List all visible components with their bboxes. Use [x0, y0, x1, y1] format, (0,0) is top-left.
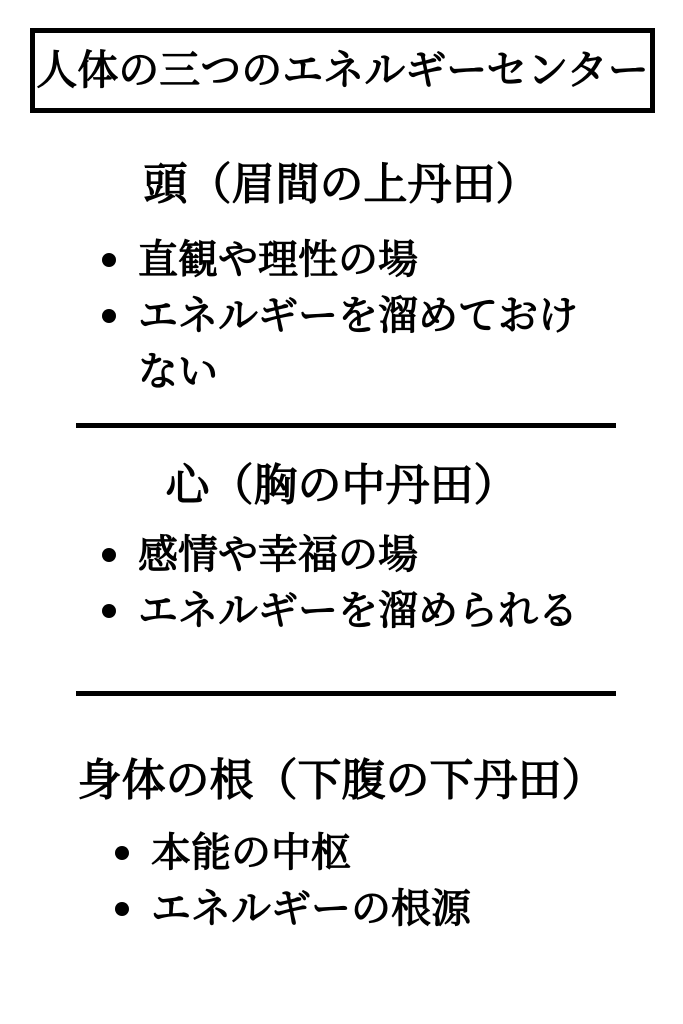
bullet-text: エネルギーを溜められる — [138, 589, 578, 633]
section-divider — [76, 691, 616, 696]
list-item — [100, 288, 612, 400]
bullet-icon — [100, 288, 138, 400]
list-item — [113, 881, 625, 937]
bullet-icon — [100, 527, 138, 583]
bullet-text: 本能の中枢 — [151, 831, 351, 875]
section-heading-heart: 心（胸の中丹田） — [165, 461, 518, 510]
bullet-icon — [113, 881, 151, 937]
bullet-list-heart — [100, 527, 612, 639]
bullet-list-body-root — [113, 825, 625, 937]
bullet-text: 直観や理性の場 — [138, 238, 418, 282]
title-box — [30, 28, 655, 113]
list-item — [113, 825, 625, 881]
bullet-text: 感情や幸福の場 — [138, 533, 418, 577]
list-item — [100, 583, 612, 639]
list-item — [100, 232, 612, 288]
section-heading-body-root: 身体の根（下腹の下丹田） — [77, 756, 606, 805]
section-divider — [76, 423, 616, 428]
section-heading-head: 頭（眉間の上丹田） — [143, 160, 540, 209]
bullet-list-head — [100, 232, 612, 400]
list-item — [100, 527, 612, 583]
bullet-text: エネルギーの根源 — [151, 887, 471, 931]
slide-title: 人体の三つのエネルギーセンター — [36, 47, 649, 93]
bullet-text: エネルギーを溜めておけない — [138, 294, 578, 394]
bullet-icon — [100, 232, 138, 288]
bullet-icon — [113, 825, 151, 881]
bullet-icon — [100, 583, 138, 639]
